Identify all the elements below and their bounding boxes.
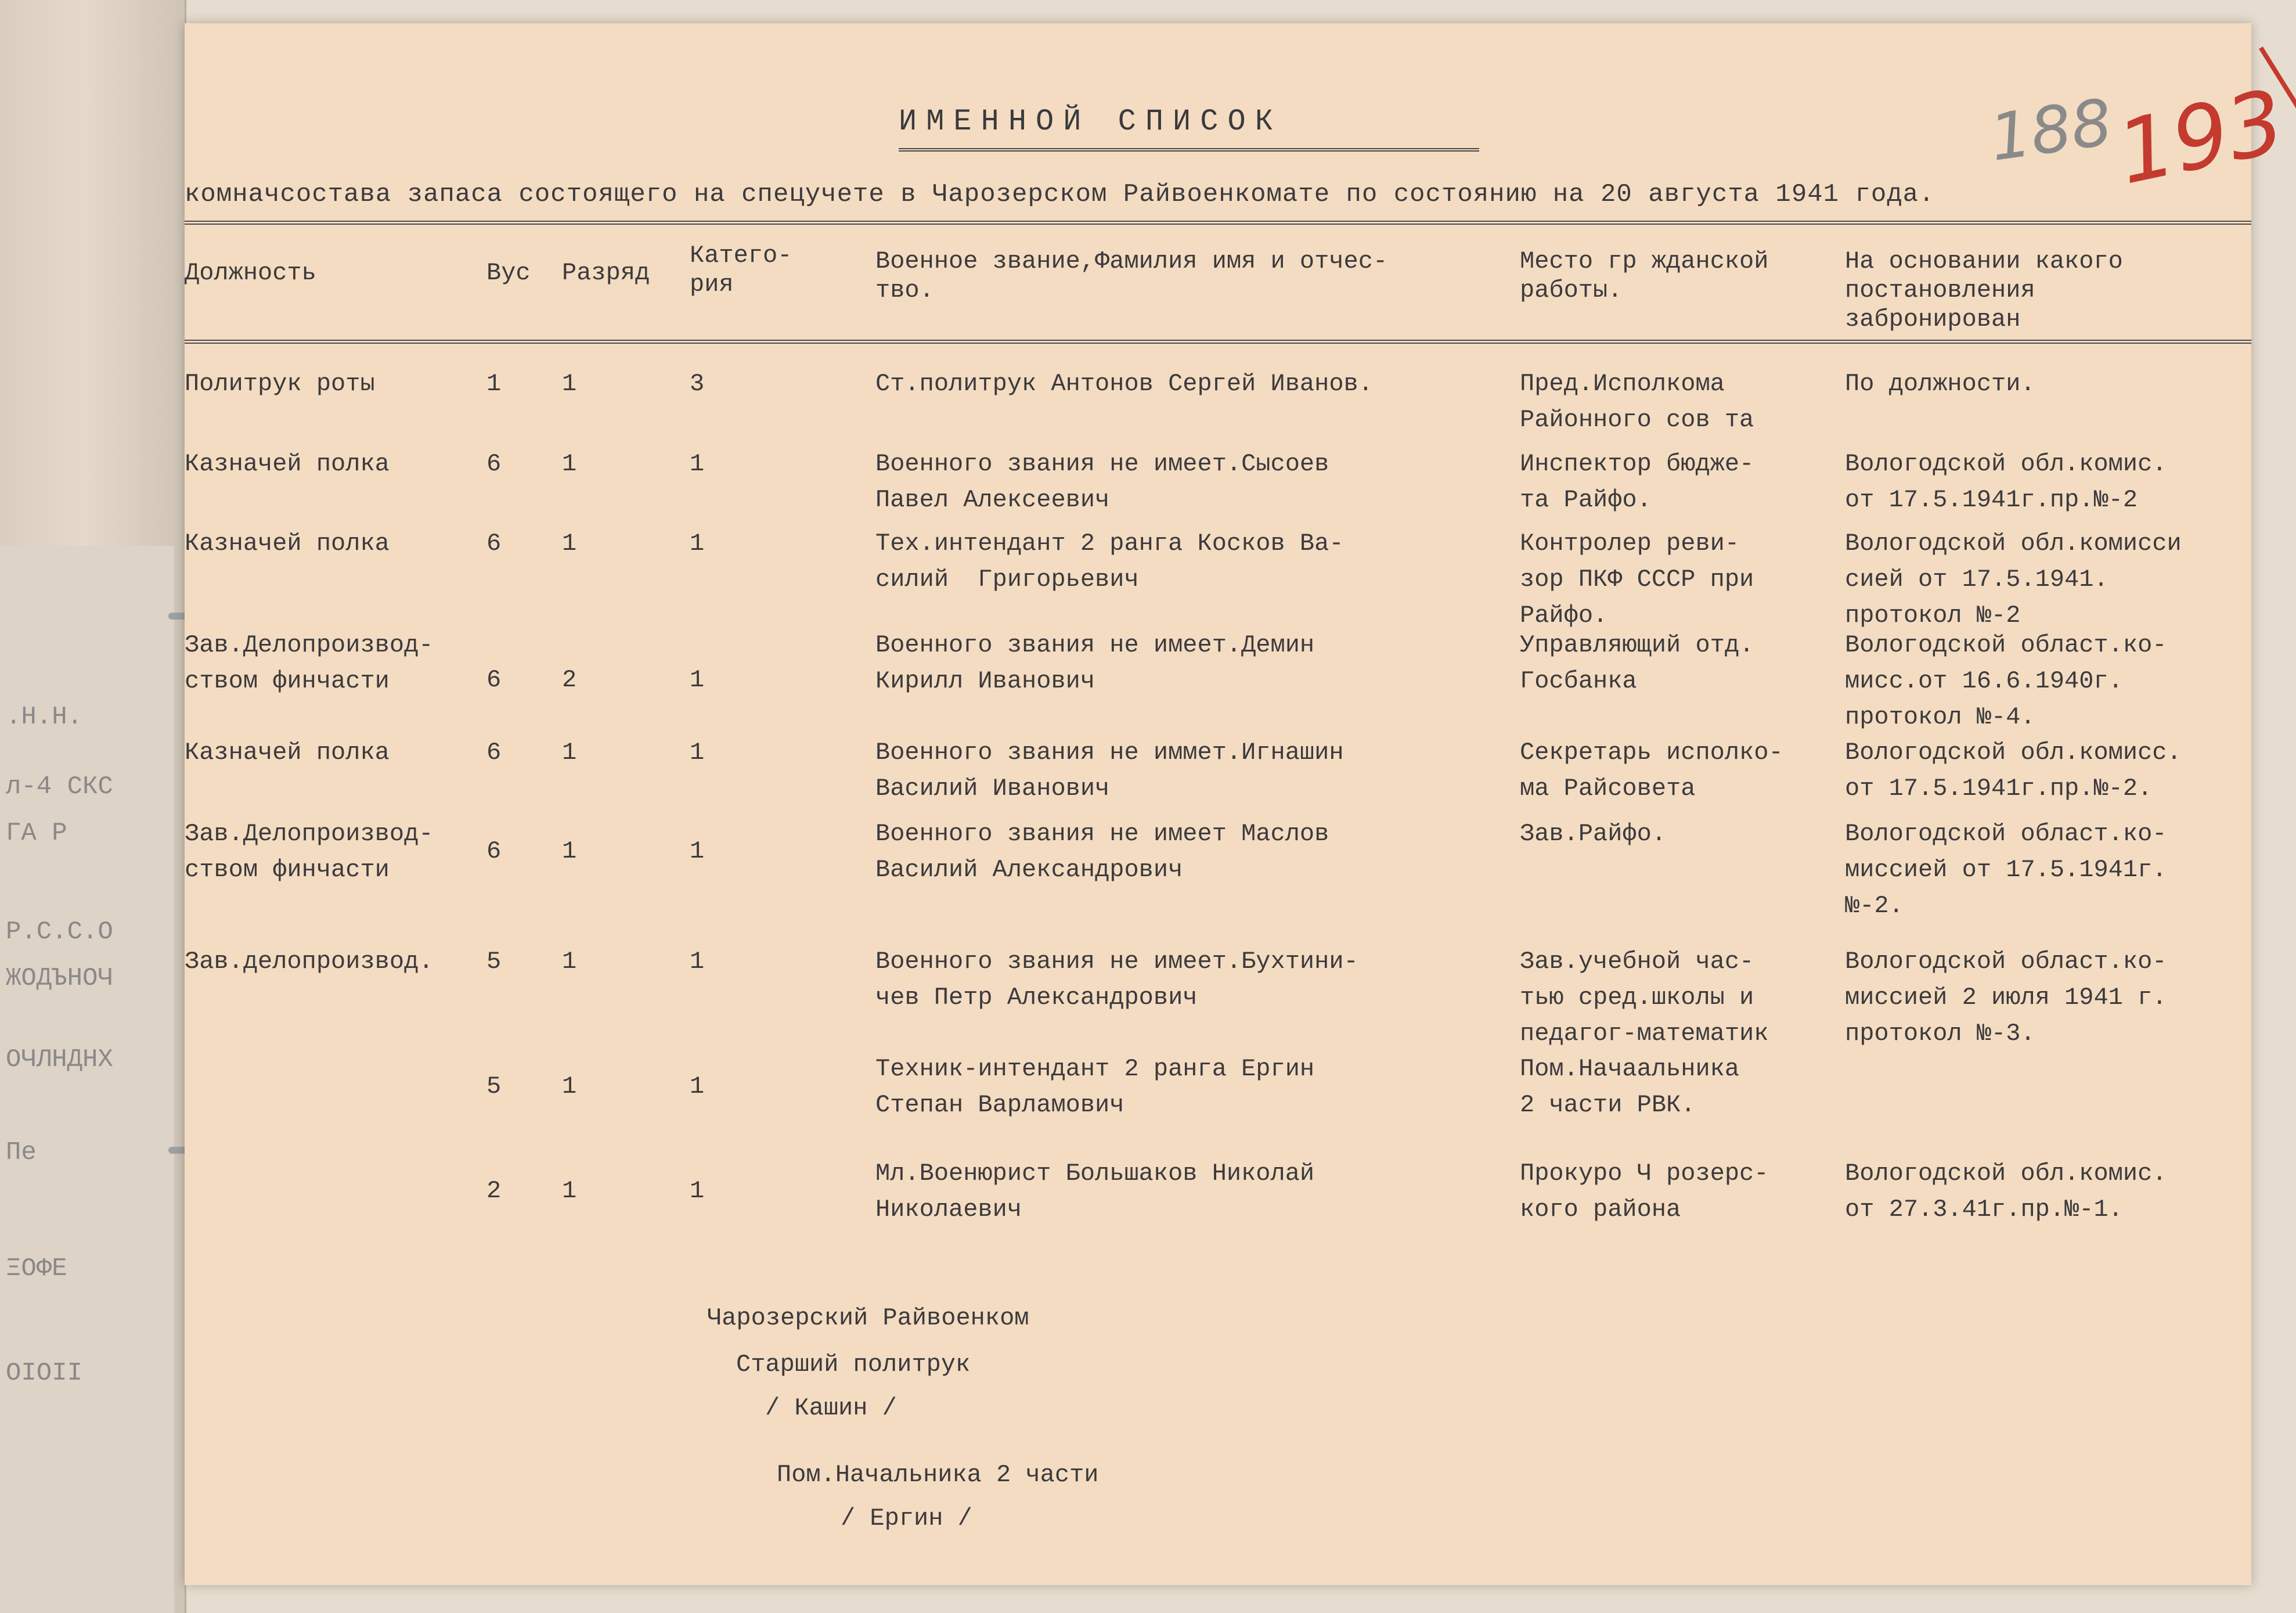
bleed-through-text: ОЧЛНДНХ: [6, 1045, 113, 1074]
bleed-through-text: ΞΟΦΕ: [6, 1254, 67, 1283]
cell-basis: Вологодской обл.комис. от 27.3.41г.пр.№-1.: [1845, 1160, 2167, 1223]
header-bottom-rule: [185, 340, 2251, 344]
column-header-vus: Вус: [486, 259, 531, 287]
cell-name: Военного звания не имеет Маслов Василий Александрович: [875, 820, 1329, 884]
cell-position: Казначей полка: [185, 450, 390, 478]
cell-rank_class: 1: [562, 450, 577, 478]
cell-workplace: Пом.Начаальника 2 части РВК.: [1520, 1055, 1740, 1119]
cell-vus: 6: [486, 739, 502, 766]
column-header-position: Должность: [185, 259, 316, 287]
cell-name: Военного звания не имеет.Демин Кирилл Иванович: [875, 631, 1315, 695]
document-sheet: [185, 23, 2293, 1585]
cell-rank_class: 1: [562, 530, 577, 557]
cell-position: Зав.Делопроизвод- ством финчасти: [185, 631, 434, 695]
column-header-rank_class: Разряд: [562, 259, 650, 287]
signature-title-line: Чарозерский Райвоенком: [707, 1304, 1029, 1332]
cell-rank_class: 1: [562, 370, 577, 398]
cell-vus: 5: [486, 1072, 502, 1100]
cell-vus: 6: [486, 530, 502, 557]
bleed-through-text: P.C.C.O: [6, 917, 113, 946]
cell-position: Зав.Делопроизвод- ством финчасти: [185, 820, 434, 884]
cell-vus: 6: [486, 450, 502, 478]
cell-basis: По должности.: [1845, 370, 2035, 398]
cell-position: Политрук роты: [185, 370, 375, 398]
cell-basis: Вологодской обл.комис. от 17.5.1941г.пр.№-2: [1845, 450, 2167, 514]
bleed-through-text: л-4 СКС: [6, 772, 113, 801]
cell-workplace: Зав.Райфо.: [1520, 820, 1667, 848]
cell-position: Казначей полка: [185, 530, 390, 557]
cell-category: 1: [690, 948, 705, 975]
underlying-page: [0, 546, 174, 1613]
cell-category: 1: [690, 1177, 705, 1205]
cell-rank_class: 2: [562, 666, 577, 694]
cell-category: 1: [690, 1072, 705, 1100]
cell-name: Техник-интендант 2 ранга Ергин Степан Варламович: [875, 1055, 1315, 1119]
cell-category: 1: [690, 666, 705, 694]
bleed-through-text: ЖОДЪНОЧ: [6, 964, 113, 993]
cell-rank_class: 1: [562, 837, 577, 865]
cell-name: Мл.Военюрист Большаков Николай Николаевич: [875, 1160, 1315, 1223]
cell-category: 3: [690, 370, 705, 398]
cell-workplace: Контролер реви- зор ПКФ СССР при Райфо.: [1520, 530, 1754, 629]
column-header-category: Катего- рия: [690, 242, 792, 298]
cell-position: Зав.делопроизвод.: [185, 948, 434, 975]
cell-vus: 6: [486, 666, 502, 694]
cell-category: 1: [690, 837, 705, 865]
cell-vus: 6: [486, 837, 502, 865]
cell-workplace: Инспектор бюдже- та Райфо.: [1520, 450, 1754, 514]
cell-basis: Вологодской област.ко- миссией от 17.5.1941г. №-2.: [1845, 820, 2167, 920]
signature-name-line: / Кашин /: [765, 1394, 897, 1422]
cell-workplace: Управляющий отд. Госбанка: [1520, 631, 1754, 695]
cell-vus: 5: [486, 948, 502, 975]
assistant-name-line: / Ергин /: [841, 1504, 972, 1532]
cell-vus: 2: [486, 1177, 502, 1205]
cell-basis: Вологодской обл.комисс. от 17.5.1941г.пр.№-2.: [1845, 739, 2182, 802]
cell-workplace: Секретарь исполко- ма Райсовета: [1520, 739, 1783, 802]
cell-position: Казначей полка: [185, 739, 390, 766]
bleed-through-text: Пе: [6, 1138, 37, 1167]
cell-rank_class: 1: [562, 1177, 577, 1205]
cell-workplace: Зав.учебной час- тью сред.школы и педагог-математик: [1520, 948, 1769, 1047]
document-subtitle: комначсостава запаса состоящего на спецучете в Чарозерском Райвоенкомате по состоянию на 20 августа 1941 года.: [185, 180, 1935, 209]
cell-name: Тех.интендант 2 ранга Косков Ва- силий Григорьевич: [875, 530, 1344, 593]
header-top-rule: [185, 221, 2251, 225]
cell-vus: 1: [486, 370, 502, 398]
cell-rank_class: 1: [562, 739, 577, 766]
document-title: ИМЕННОЙ СПИСОК: [899, 105, 1282, 139]
archive-page-number: 188: [1985, 85, 2117, 175]
cell-workplace: Прокуро Ч розерс- кого района: [1520, 1160, 1769, 1223]
bleed-through-text: .Н.Н.: [6, 703, 83, 732]
column-header-name: Военное звание,Фамилия имя и отчес- тво.: [875, 247, 1388, 304]
cell-name: Военного звания не имеет.Бухтини- чев Петр Александрович: [875, 948, 1358, 1011]
signature-rank-line: Старший политрук: [736, 1351, 971, 1378]
cell-name: Ст.политрук Антонов Сергей Иванов.: [875, 370, 1373, 398]
cell-workplace: Пред.Исполкома Районного сов та: [1520, 370, 1754, 434]
cell-category: 1: [690, 450, 705, 478]
cell-basis: Вологодской обл.комисси сией от 17.5.1941. протокол №-2: [1845, 530, 2182, 629]
cell-rank_class: 1: [562, 1072, 577, 1100]
cell-name: Военного звания не иммет.Игнашин Василий Иванович: [875, 739, 1344, 802]
cell-basis: Вологодской област.ко- миссией 2 июля 1941 г. протокол №-3.: [1845, 948, 2167, 1047]
bleed-through-text: ГА Р: [6, 819, 67, 848]
column-header-workplace: Место гр жданской работы.: [1520, 247, 1769, 304]
title-underline: [899, 148, 1479, 152]
bleed-through-text: ΟΙΟΙΙ: [6, 1359, 83, 1388]
assistant-title-line: Пом.Начальника 2 части: [777, 1461, 1099, 1489]
cell-basis: Вологодской област.ко- мисс.от 16.6.1940г. протокол №-4.: [1845, 631, 2167, 731]
cell-name: Военного звания не имеет.Сысоев Павел Алексеевич: [875, 450, 1329, 514]
archive-page-number-old: 193: [2109, 71, 2293, 204]
column-header-basis: На основании какого постановления забронирован: [1845, 247, 2123, 333]
cell-category: 1: [690, 739, 705, 766]
cell-category: 1: [690, 530, 705, 557]
cell-rank_class: 1: [562, 948, 577, 975]
